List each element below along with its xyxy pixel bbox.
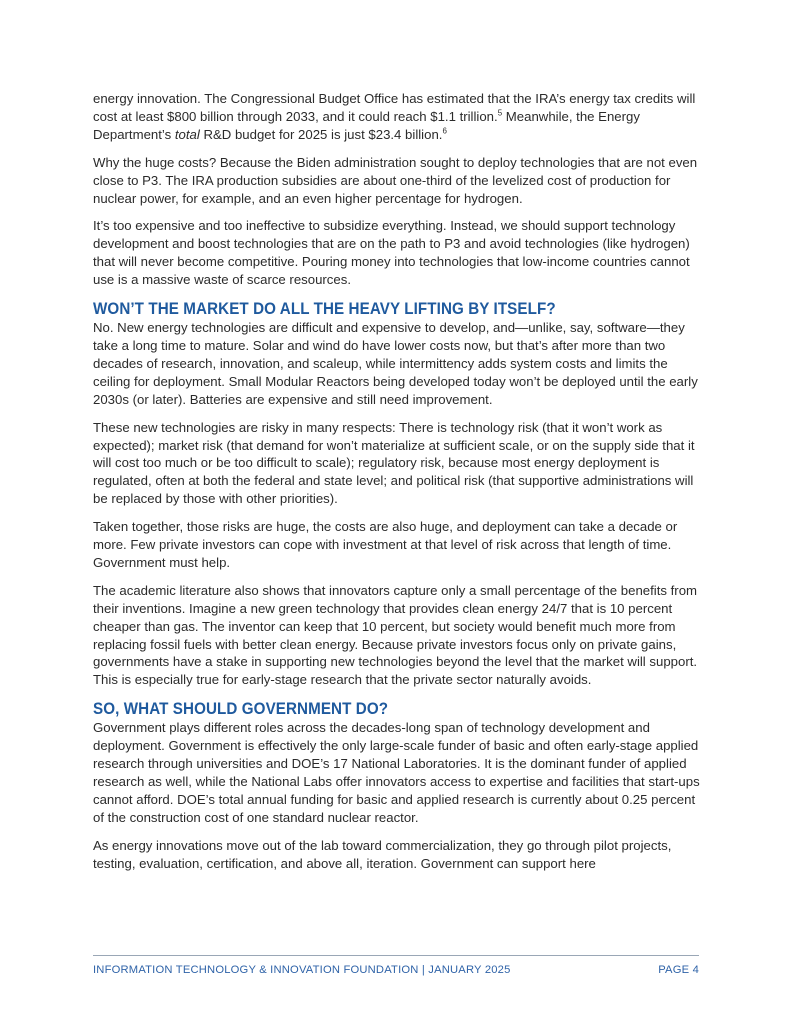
footnote-ref[interactable]: 5 [497,108,503,118]
paragraph: Taken together, those risks are huge, the costs are also huge, and deployment can take a decade or more. Few private investors can cope with investment at that level of risk across that length of time. Government must help. [93,519,678,570]
emphasis-text: total [174,126,200,142]
paragraph: No. New energy technologies are difficult and expensive to develop, and—unlike, say, software—they take a long time to mature. Solar and wind do have lower costs now, but that’s after more than two decades of research, innovation, and scaleup, while intermittency adds system costs and limits the ceiling for deployment. Small Modular Reactors being developed today won’t be deployed until the early 2030s (or later). Batteries are expensive and still need improvement. [93,320,698,407]
page-number: PAGE 4 [658,964,699,976]
paragraph-text: energy innovation. The Congressional Budget Office has estimated that the IRA’s energy tax credits will cost at least $800 billion through 2033, and it could reach $1.1 trillion. [93,91,696,124]
paragraph: Government plays different roles across the decades-long span of technology development and deployment. Government is effectively the only large-scale funder of basic and often early-stage applied research through universities and DOE’s 17 National Laboratories. It is the dominant funder of applied research as well, while the National Labs offer innovators access to expertise and facilities that start-ups cannot afford. DOE’s total annual funding for basic and applied research is currently about 0.25 percent of the construction cost of one standard nuclear reactor. [93,720,700,825]
paragraph-text: Meanwhile, the Energy Department’s [93,108,640,142]
paragraph [93,90,703,144]
paragraph: The academic literature also shows that innovators capture only a small percentage of the benefits from their inventions. Imagine a new green technology that provides clean energy 24/7 that is 10 percent cheaper than gas. The inventor can keep that 10 percent, but society would benefit much more from replacing fossil fuels with better clean energy. Because private investors focus only on private gains, governments have a stake in supporting new technologies beyond the level that the market will support. This is especially true for early-stage research that the private sector naturally avoids. [93,582,698,688]
footnote-ref[interactable]: 6 [442,126,447,136]
paragraph: It’s too expensive and too ineffective to subsidize everything. Instead, we should support technology development and boost technologies that are on the path to P3 and avoid technologies (like hydrogen) that will never become competitive. Pouring money into technologies that low-income countries cannot use is a massive waste of scarce resources. [93,218,690,288]
paragraph: These new technologies are risky in many respects: There is technology risk (that it won’t work as expected); market risk (that demand for won’t materialize at sufficient scale, or on the supply side that it will cost too much or be too difficult to scale); regulatory risk, because most energy deployment is regulated, often at both the federal and state level; and political risk (that supportive administrations will be replaced by those with other priorities). [93,419,695,507]
section-heading-government: SO, WHAT SHOULD GOVERNMENT DO? [93,700,389,719]
body-content [93,90,703,883]
paragraph: As energy innovations move out of the lab toward commercialization, they go through pilot projects, testing, evaluation, certification, and above all, iteration. Government can support here [93,837,672,871]
section-heading-market: WON’T THE MARKET DO ALL THE HEAVY LIFTING BY ITSELF? [93,300,556,319]
paragraph-text: R&D budget for 2025 is just $23.4 billion. [199,126,443,142]
footer-publisher: INFORMATION TECHNOLOGY & INNOVATION FOUNDATION | JANUARY 2025 [93,964,511,976]
footer-divider [93,955,699,956]
paragraph: Why the huge costs? Because the Biden administration sought to deploy technologies that are not even close to P3. The IRA production subsidies are about one-third of the levelized cost of production for nuclear power, for example, and an even higher percentage for hydrogen. [93,154,698,206]
